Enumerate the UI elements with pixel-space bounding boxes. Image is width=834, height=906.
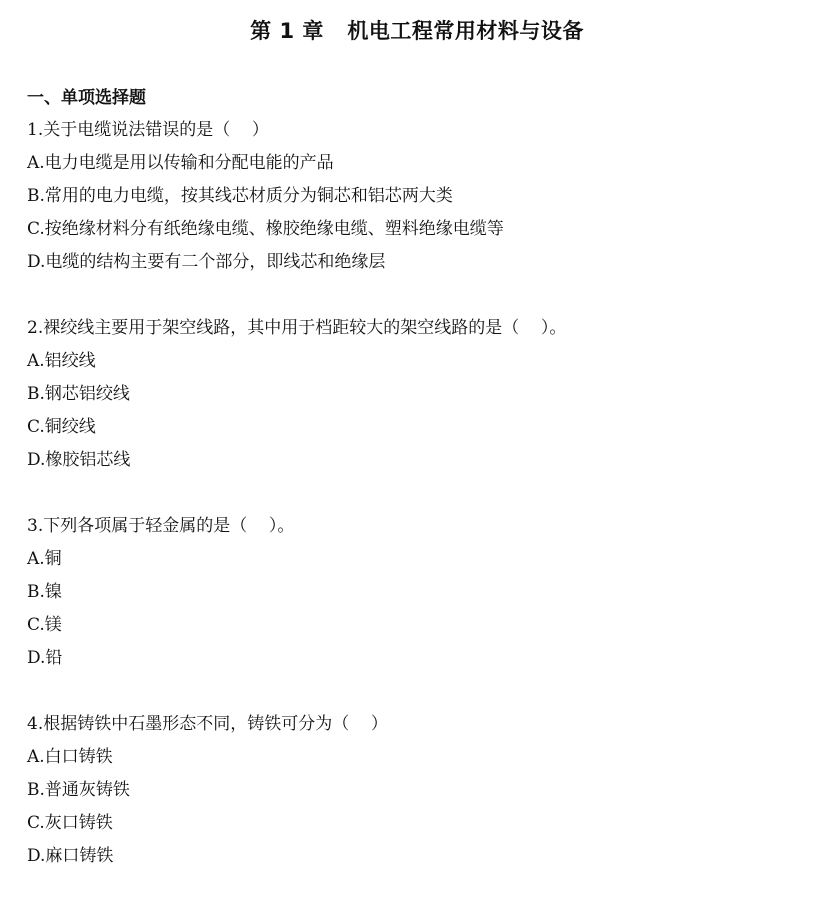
question-stem: 2.裸绞线主要用于架空线路，其中用于档距较大的架空线路的是（ ）。	[27, 318, 567, 338]
option-c: C.按绝缘材料分有纸绝缘电缆、橡胶绝缘电缆、塑料绝缘电缆等	[27, 219, 504, 239]
option-a: A.铝绞线	[27, 351, 96, 371]
section-heading: 一、单项选择题	[27, 88, 146, 108]
option-c: C.铜绞线	[27, 417, 96, 437]
option-d: D.电缆的结构主要有二个部分，即线芯和绝缘层	[27, 252, 386, 272]
chapter-title: 第 1 章 机电工程常用材料与设备	[250, 19, 584, 43]
question-stem: 3.下列各项属于轻金属的是（ ）。	[27, 516, 295, 536]
option-b: B.常用的电力电缆，按其线芯材质分为铜芯和铝芯两大类	[27, 186, 453, 206]
option-a: A.铜	[27, 549, 62, 569]
option-d: D.橡胶铝芯线	[27, 450, 131, 470]
option-b: B.镍	[27, 582, 62, 602]
option-b: B.普通灰铸铁	[27, 780, 130, 800]
question-4	[27, 708, 817, 873]
option-d: D.麻口铸铁	[27, 846, 114, 866]
option-a: A.电力电缆是用以传输和分配电能的产品	[27, 153, 334, 173]
question-stem: 4.根据铸铁中石墨形态不同，铸铁可分为（ ）	[27, 714, 388, 734]
question-stem: 1.关于电缆说法错误的是（ ）	[27, 120, 269, 140]
option-d: D.铅	[27, 648, 63, 668]
option-c: C.灰口铸铁	[27, 813, 113, 833]
question-1	[27, 114, 817, 279]
option-a: A.白口铸铁	[27, 747, 113, 767]
option-b: B.钢芯铝绞线	[27, 384, 130, 404]
question-list	[27, 114, 817, 906]
question-3	[27, 510, 817, 675]
question-2	[27, 312, 817, 477]
option-c: C.镁	[27, 615, 62, 635]
